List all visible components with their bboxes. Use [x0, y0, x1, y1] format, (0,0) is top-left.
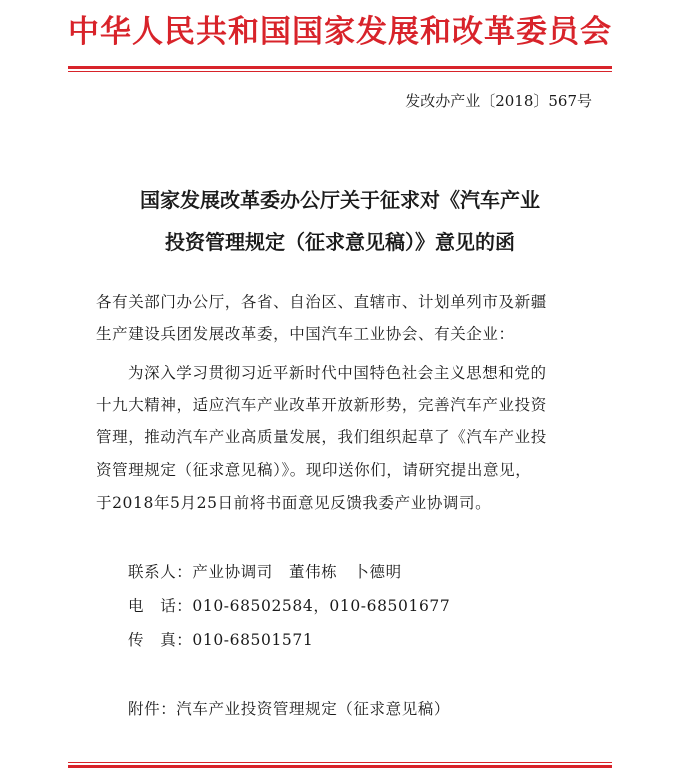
addressee-line-2: 生产建设兵团发展改革委，中国汽车工业协会、有关企业：	[96, 325, 515, 343]
attachment-note: 附件：汽车产业投资管理规定（征求意见稿）	[128, 700, 451, 718]
document-title-line-2: 投资管理规定（征求意见稿）》意见的函	[165, 230, 515, 254]
header-divider-thick	[68, 66, 612, 69]
header-divider-thin	[68, 71, 612, 72]
body-paragraph-line-4: 资管理规定（征求意见稿）》。现印送你们，请研究提出意见，	[96, 461, 532, 479]
contact-fax: 传 真：010-68501571	[128, 631, 314, 649]
document-number: 发改办产业〔2018〕567号	[405, 92, 592, 110]
body-paragraph-line-1: 为深入学习贯彻习近平新时代中国特色社会主义思想和党的	[128, 364, 547, 382]
body-paragraph-line-3: 管理，推动汽车产业高质量发展，我们组织起草了《汽车产业投	[96, 428, 547, 446]
addressee-line-1: 各有关部门办公厅，各省、自治区、直辖市、计划单列市及新疆	[96, 293, 547, 311]
body-paragraph-line-5: 于2018年5月25日前将书面意见反馈我委产业协调司。	[96, 494, 492, 512]
document-title-line-1: 国家发展改革委办公厅关于征求对《汽车产业	[140, 188, 540, 212]
contact-phone: 电 话：010-68502584，010-68501677	[128, 597, 451, 615]
footer-divider-thin	[68, 762, 612, 763]
issuing-authority-header: 中华人民共和国国家发展和改革委员会	[68, 14, 612, 50]
body-paragraph-line-2: 十九大精神，适应汽车产业改革开放新形势，完善汽车产业投资	[96, 396, 547, 414]
contact-persons: 联系人：产业协调司 董伟栋 卜德明	[128, 563, 402, 581]
footer-divider-thick	[68, 765, 612, 768]
